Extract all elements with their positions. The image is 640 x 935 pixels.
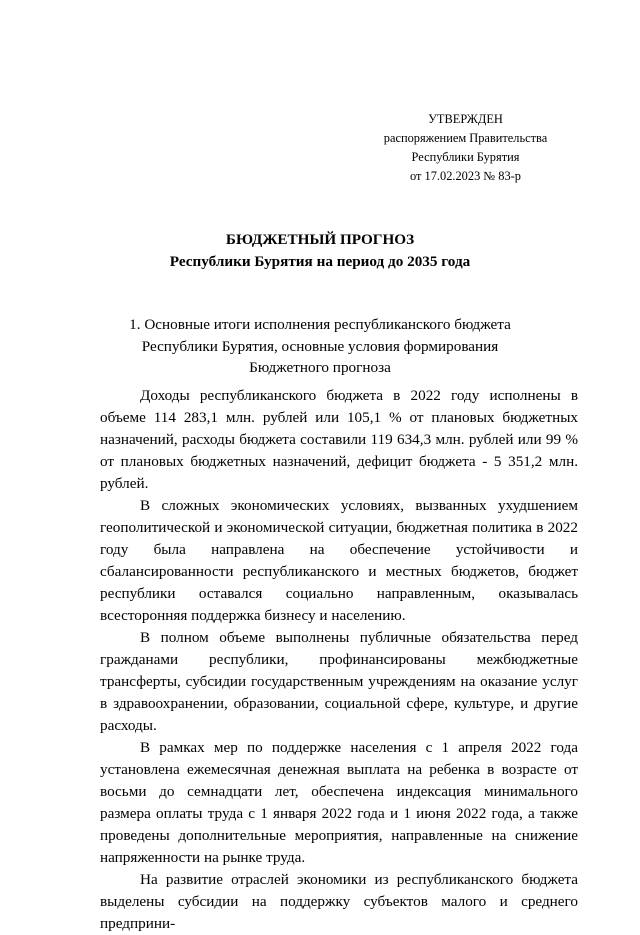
approval-authority: распоряжением Правительства (383, 131, 548, 145)
body-paragraph: В рамках мер по поддержке населения с 1 апреля 2022 года установлена ежемесячная денежная выплата на ребенка в возрасте от восьми до семнадцати лет, обеспечена индексация минимального размера оплаты труда с 1 января 2022 года и 1 июня 2022 года, а также проведены дополнительные мероприятия, направленные на снижение напряженности на рынке труда. (100, 739, 578, 866)
body-paragraph: В полном объеме выполнены публичные обязательства перед гражданами республики, профинансированы межбюджетные трансферты, субсидии государственным учреждениям на оказание услуг в здравоохранении, образовании, социальной сфере, культуре, и другие расходы. (100, 629, 578, 734)
body-paragraph: На развитие отраслей экономики из республиканского бюджета выделены субсидии на поддержку субъектов малого и среднего предприни- (100, 871, 578, 932)
approval-date-number: от 17.02.2023 № 83-р (409, 169, 522, 183)
document-title-main: БЮДЖЕТНЫЙ ПРОГНОЗ (225, 231, 415, 248)
approval-heading: УТВЕРЖДЕН (428, 112, 503, 126)
section-heading-line: Бюджетного прогноза (249, 359, 391, 376)
section-heading-line: 1. Основные итоги исполнения республиканского бюджета (129, 316, 511, 333)
document-title (0, 229, 640, 273)
document-body (100, 385, 578, 935)
section-heading (0, 314, 640, 379)
section-heading-line: Республики Бурятия, основные условия формирования (141, 337, 499, 355)
document-title-subtitle: Республики Бурятия на период до 2035 года (169, 253, 471, 270)
body-paragraph: Доходы республиканского бюджета в 2022 году исполнены в объеме 114 283,1 млн. рублей или 105,1 % от плановых бюджетных назначений, расходы бюджета составили 119 634,3 млн. рублей или 99 % от плановых бюджетных назначений, дефицит бюджета - 5 351,2 млн. рублей. (100, 387, 578, 492)
approval-region: Республики Бурятия (411, 150, 520, 164)
body-paragraph: В сложных экономических условиях, вызванных ухудшением геополитической и экономической ситуации, бюджетная политика в 2022 году была направлена на обеспечение устойчивости и сбалансированности республиканского и местных бюджетов, бюджет республики оставался социально направленным, оказывалась всесторонняя поддержка бизнесу и населению. (100, 497, 578, 624)
approval-stamp (378, 110, 553, 186)
